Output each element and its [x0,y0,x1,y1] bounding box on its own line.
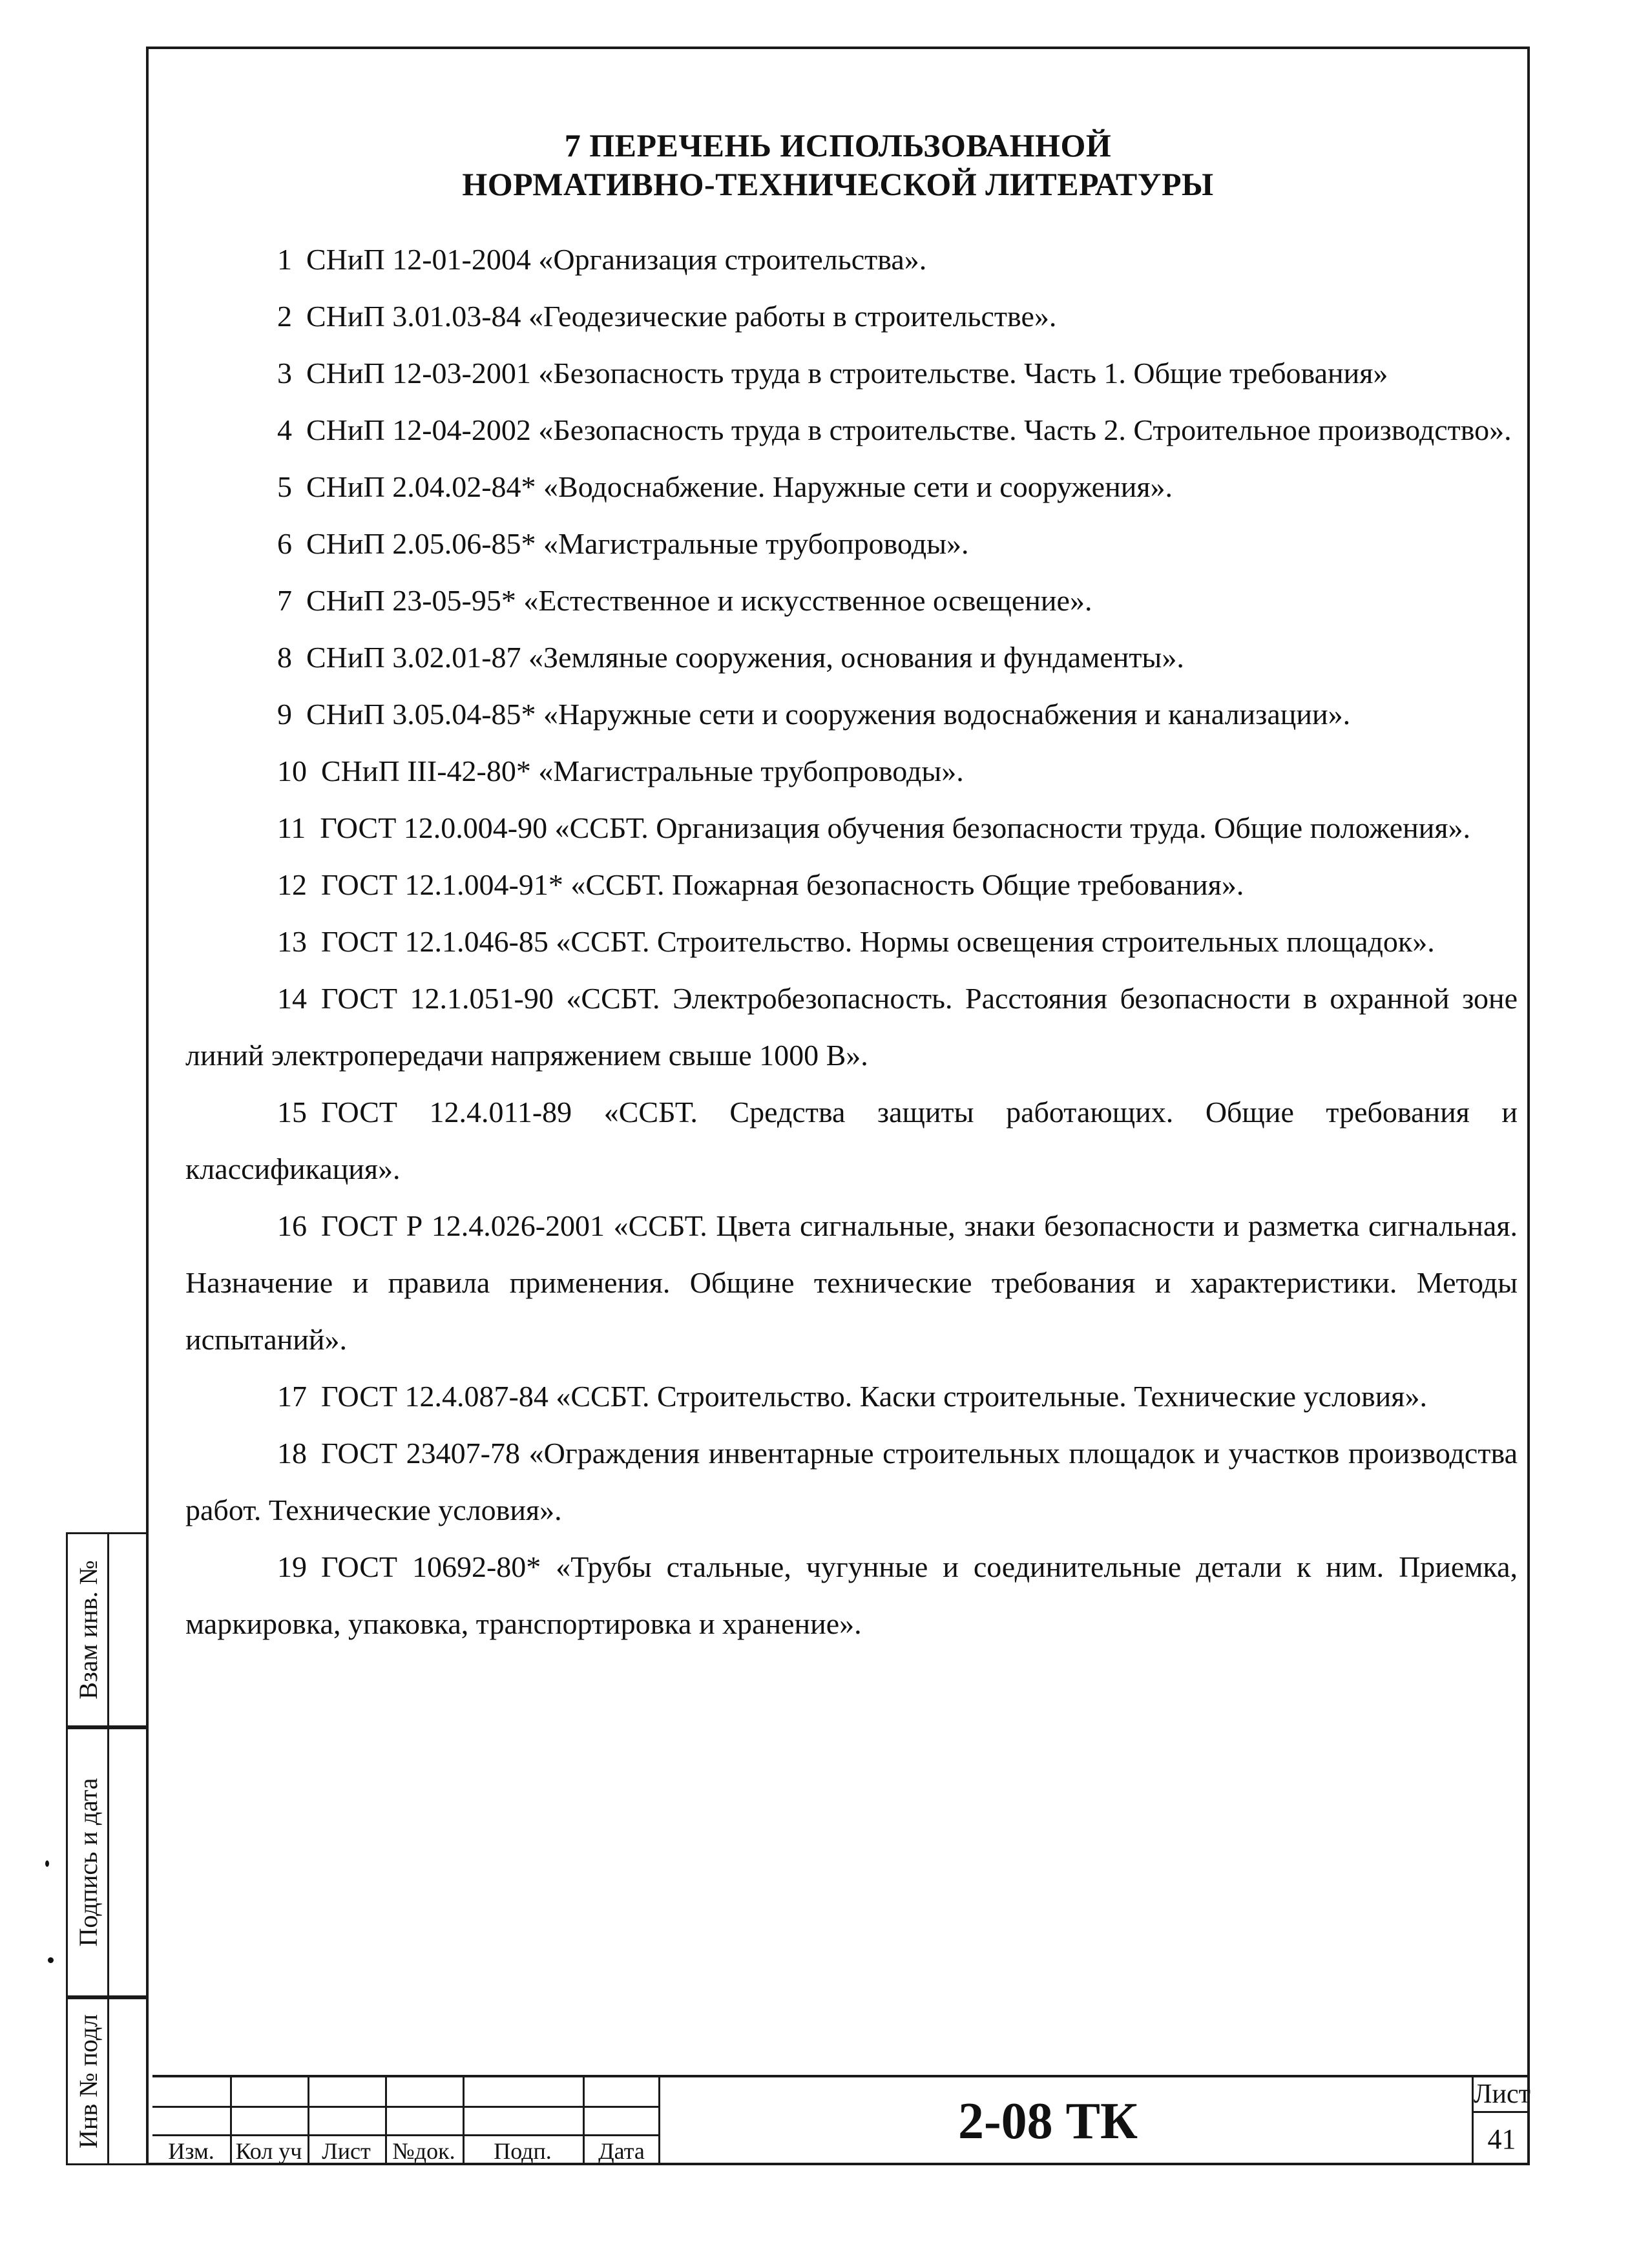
reference-number: 8 [277,641,292,674]
reference-item [185,402,1518,459]
reference-text: СНиП 3.01.03-84 «Геодезические работы в строительстве». [306,300,1057,333]
reference-text: ГОСТ 12.0.004-90 «ССБТ. Организация обучения безопасности труда. Общие положения». [320,811,1470,844]
reference-text: ГОСТ 12.1.046-85 «ССБТ. Строительство. Нормы освещения строительных площадок». [321,925,1435,958]
document-code: 2-08 ТК [957,2093,1138,2150]
reference-number: 5 [277,470,292,503]
reference-text: ГОСТ 12.4.087-84 «ССБТ. Строительство. Каски строительные. Технические условия». [321,1380,1427,1413]
reference-item [185,515,1518,572]
reference-text: СНиП 2.05.06-85* «Магистральные трубопроводы». [306,527,969,560]
side-stamp-original-inv [66,1997,146,2165]
reference-item [185,572,1518,629]
sheet-number-box [1472,2077,1530,2165]
reference-item [185,1198,1518,1368]
reference-text: СНиП 12-01-2004 «Организация строительства». [306,243,927,276]
reference-item [185,629,1518,686]
reference-item [185,743,1518,800]
reference-item [185,857,1518,913]
reference-item [185,459,1518,515]
side-label-replaced-inv: Взам инв. № [74,1560,103,1700]
col-podp-label: Подп. [494,2138,552,2164]
side-label-original-inv: Инв № подл [74,2014,103,2148]
reference-item [185,970,1518,1084]
reference-text: СНиП 12-03-2001 «Безопасность труда в строительстве. Часть 1. Общие требования» [306,357,1388,390]
reference-number: 9 [277,698,292,731]
title-block [152,2075,1530,2165]
reference-text: ГОСТ 12.4.011-89 «ССБТ. Средства защиты работающих. Общие требования и классификация». [185,1096,1518,1185]
reference-text: ГОСТ 12.1.004-91* «ССБТ. Пожарная безопасность Общие требования». [321,868,1244,901]
reference-item [185,345,1518,402]
sheet-label: Лист [1474,2077,1530,2113]
reference-number: 7 [277,584,292,617]
reference-item [185,686,1518,743]
col-kol-label: Кол уч [235,2138,302,2164]
reference-number: 1 [277,243,292,276]
reference-number: 16 [277,1209,307,1242]
col-list-label: Лист [322,2138,371,2164]
reference-text: СНиП III-42-80* «Магистральные трубопроводы». [321,754,964,787]
section-title-line1: 7 ПЕРЕЧЕНЬ ИСПОЛЬЗОВАННОЙ [564,127,1112,163]
section-title-line2: НОРМАТИВНО-ТЕХНИЧЕСКОЙ ЛИТЕРАТУРЫ [462,166,1214,202]
side-stamp-signature-date [66,1727,146,1997]
reference-item [185,231,1518,288]
reference-number: 18 [277,1437,307,1470]
reference-text: СНиП 23-05-95* «Естественное и искусственное освещение». [306,584,1092,617]
sheet-number: 41 [1487,2123,1516,2155]
reference-item [185,1084,1518,1198]
reference-item [185,913,1518,970]
references-list [185,231,1518,1652]
reference-item [185,288,1518,345]
reference-text: СНиП 12-04-2002 «Безопасность труда в строительстве. Часть 2. Строительное производство». [306,413,1512,446]
reference-text: СНиП 3.02.01-87 «Земляные сооружения, основания и фундаменты». [306,641,1184,674]
side-label-signature-date: Подпись и дата [74,1778,103,1947]
col-data-label: Дата [598,2138,645,2164]
reference-number: 14 [277,982,307,1015]
scan-speck [48,1957,54,1963]
reference-number: 17 [277,1380,307,1413]
side-stamp-replaced-inv [66,1532,146,1727]
reference-text: ГОСТ Р 12.4.026-2001 «ССБТ. Цвета сигнальные, знаки безопасности и разметка сигнальная. Назначение и правила применения. Общине технические требования и характеристики. Методы испытаний». [185,1209,1518,1356]
reference-text: СНиП 2.04.02-84* «Водоснабжение. Наружные сети и сооружения». [306,470,1173,503]
reference-text: СНиП 3.05.04-85* «Наружные сети и сооружения водоснабжения и канализации». [306,698,1351,731]
reference-number: 19 [277,1550,307,1583]
reference-number: 12 [277,868,307,901]
revision-grid [152,2077,660,2165]
reference-number: 4 [277,413,292,446]
col-izm-label: Изм. [168,2138,214,2164]
reference-text: ГОСТ 12.1.051-90 «ССБТ. Электробезопасность. Расстояния безопасности в охранной зоне линий электропередачи напряжением свыше 1000 В». [185,982,1518,1072]
reference-number: 15 [277,1096,307,1129]
reference-number: 6 [277,527,292,560]
reference-item [185,800,1518,857]
reference-number: 3 [277,357,292,390]
reference-number: 11 [277,811,306,844]
reference-text: ГОСТ 10692-80* «Трубы стальные, чугунные и соединительные детали к ним. Приемка, маркировка, упаковка, транспортировка и хранение». [185,1550,1518,1640]
reference-number: 2 [277,300,292,333]
reference-number: 10 [277,754,307,787]
scan-speck [45,1860,49,1867]
reference-number: 13 [277,925,307,958]
reference-text: ГОСТ 23407-78 «Ограждения инвентарные строительных площадок и участков производства работ. Технические условия». [185,1437,1518,1526]
col-ndok-label: №док. [392,2138,455,2164]
reference-item [185,1368,1518,1425]
reference-item [185,1539,1518,1652]
reference-item [185,1425,1518,1539]
